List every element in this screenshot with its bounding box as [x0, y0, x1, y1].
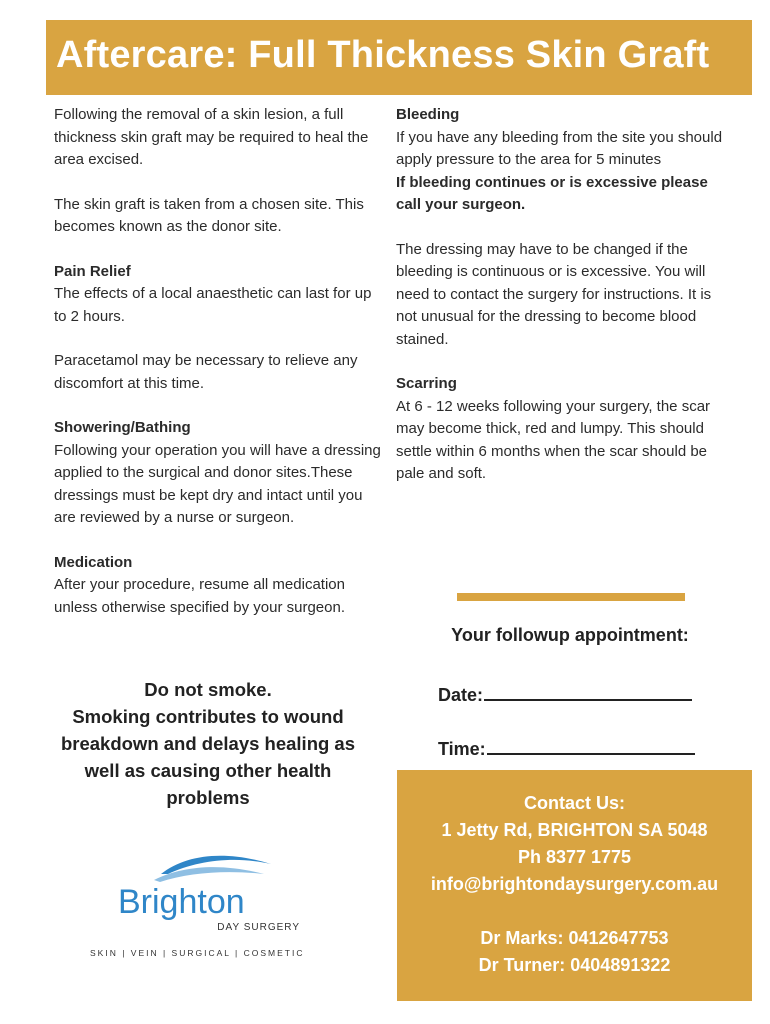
left-column: [54, 104, 386, 619]
logo-subtitle: DAY SURGERY: [217, 922, 300, 933]
pain-relief-text: The effects of a local anaesthetic can last for up to 2 hours.: [54, 285, 372, 325]
bleeding-text: If you have any bleeding from the site you should apply pressure to the area for 5 minutes: [396, 128, 723, 168]
brighton-logo: [86, 850, 336, 965]
logo-name: Brighton: [118, 883, 245, 921]
dressing-text: The dressing may have to be changed if the bleeding is continuous or is excessive. You will need to contact the surgery for instructions. It is not unusual for the dressing to become blood stained.: [396, 240, 712, 348]
date-label: Date:: [438, 685, 484, 705]
smoking-line-1: Do not smoke.: [144, 679, 272, 700]
bleeding-heading: Bleeding: [396, 106, 460, 123]
appointment-heading: Your followup appointment:: [451, 625, 689, 645]
smoking-line-2: Smoking contributes to wound breakdown and delays healing as well as causing other health problems: [60, 706, 356, 808]
contact-phone: Ph 8377 1775: [517, 847, 632, 867]
time-blank-line: [487, 737, 695, 755]
logo-tagline: SKIN | VEIN | SURGICAL | COSMETIC: [90, 948, 305, 958]
medication-heading: Medication: [54, 553, 133, 571]
showering-text: Following your operation you will have a dressing applied to the surgical and donor sites.These dressings must be kept dry and intact until you are reviewed by a nurse or surgeon.: [54, 441, 381, 526]
contact-box: [397, 770, 752, 1001]
right-column: [396, 104, 736, 486]
intro-paragraph: Following the removal of a skin lesion, a full thickness skin graft may be required to heal the area excised.: [54, 106, 369, 168]
medication-text: After your procedure, resume all medication unless otherwise specified by your surgeon.: [54, 576, 345, 616]
date-blank-line: [484, 683, 692, 701]
bleeding-warning: If bleeding continues or is excessive please call your surgeon.: [396, 173, 708, 213]
donor-site-paragraph: The skin graft is taken from a chosen site. This becomes known as the donor site.: [54, 195, 364, 235]
page-title: Aftercare: Full Thickness Skin Graft: [56, 34, 710, 76]
contact-dr-marks: Dr Marks: 0412647753: [480, 928, 669, 948]
showering-heading: Showering/Bathing: [54, 419, 191, 436]
smoking-notice: [48, 676, 368, 811]
contact-heading: Contact Us:: [523, 793, 625, 813]
title-banner: [46, 20, 752, 95]
paracetamol-text: Paracetamol may be necessary to relieve any discomfort at this time.: [54, 352, 358, 392]
date-field: [438, 683, 692, 706]
time-label: Time:: [438, 739, 486, 759]
contact-address: 1 Jetty Rd, BRIGHTON SA 5048: [441, 820, 708, 840]
time-field: [438, 737, 695, 760]
scarring-text: At 6 - 12 weeks following your surgery, the scar may become thick, red and lumpy. This should settle within 6 months when the scar should be pale and soft.: [396, 397, 711, 482]
accent-divider: [457, 593, 685, 601]
contact-dr-turner: Dr Turner: 0404891322: [478, 955, 671, 975]
pain-relief-heading: Pain Relief: [54, 262, 131, 280]
contact-email: info@brightondaysurgery.com.au: [430, 874, 719, 894]
scarring-heading: Scarring: [396, 375, 457, 392]
